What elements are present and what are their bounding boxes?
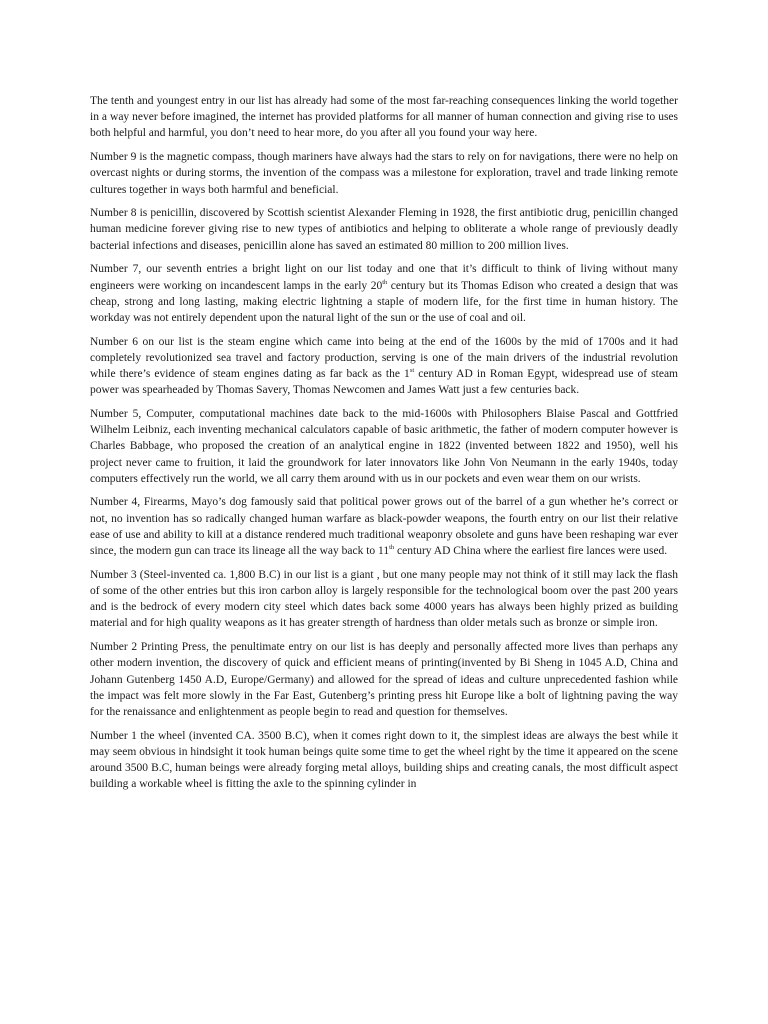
paragraph-text: Number 7, our seventh entries a bright light on our list today and one that it’s difficult to think of living without many engineers were working on incandescent lamps in the early 20	[90, 263, 678, 292]
paragraph-text: The tenth and youngest entry in our list has already had some of the most far-reaching consequences linking the world together in a way never before imagined, the internet has provided platforms for all manner of human connection and giving rise to uses both helpful and harmful, you don’t need to hear more, do you after all you found your way here.	[90, 95, 678, 140]
paragraph	[90, 494, 678, 559]
paragraph-text: Number 1 the wheel (invented CA. 3500 B.C), when it comes right down to it, the simplest ideas are always the best while it may seem obvious in hindsight it took human beings quite some time to get the wheel right by the time it appeared on the scene around 3500 B.C, human beings were already forging metal alloys, building ships and creating canals, the most difficult aspect building a workable wheel is fitting the axle to the spinning cylinder in	[90, 729, 678, 791]
paragraph-text: century AD in Roman Egypt, widespread use of steam power was spearheaded by Thomas Savery, Thomas Newcomen and James Watt just a few centuries back.	[90, 368, 678, 397]
paragraph-text: Number 9 is the magnetic compass, though mariners have always had the stars to rely on for navigations, there were no help on overcast nights or during storms, the invention of the compass was a milestone for exploration, travel and trade linking remote cultures together in ways both harmful and beneficial.	[90, 151, 678, 196]
ordinal-superscript: th	[382, 278, 388, 286]
paragraph	[90, 93, 678, 142]
paragraph	[90, 261, 678, 326]
paragraph	[90, 334, 678, 399]
paragraph-text: Number 6 on our list is the steam engine which came into being at the end of the 1600s by the mid of 1700s and it had completely revolutionized sea travel and factory production, serving is one of the main drivers of the industrial revolution while there’s evidence of steam engines dating as far back as the 1	[90, 335, 678, 381]
paragraph	[90, 567, 678, 632]
ordinal-superscript: th	[389, 544, 395, 552]
paragraph-text: Number 8 is penicillin, discovered by Scottish scientist Alexander Fleming in 1928, the first antibiotic drug, penicillin changed human medicine forever giving rise to new types of antibiotics and helping to obliterate a whole range of previously deadly bacterial infections and diseases, penicillin alone has saved an estimated 80 million to 200 million lives.	[90, 207, 678, 252]
paragraph-text: Number 2 Printing Press, the penultimate entry on our list is has deeply and personally affected more lives than perhaps any other modern invention, the discovery of quick and efficient means of printing(invented by Bi Sheng in 1045 A.D, China and Johann Gutenberg 1450 A.D, Europe/Germany) and allowed for the spread of ideas and culture unprecedented fashion while the impact was felt more slowly in the Far East, Gutenberg’s printing press hit Europe like a bolt of lightning paving the way for the renaissance and enlightenment as people begin to read and question for themselves.	[90, 641, 678, 718]
ordinal-superscript: st	[409, 367, 415, 375]
paragraph-text: century AD China where the earliest fire lances were used.	[394, 545, 668, 558]
paragraph-text: Number 3 (Steel-invented ca. 1,800 B.C) in our list is a giant , but one many people may not think of it still may lack the flash of some of the other entries but this iron carbon alloy is largely responsible for the technological boom over the past 200 years and is the bedrock of every modern city steel which dates back some 4000 years has always been highly prized as building material and for high quality weapons as it has greater strength of hardness than older metals such as bronze or simple iron.	[90, 568, 678, 630]
paragraph	[90, 728, 678, 793]
document-body	[90, 93, 678, 800]
paragraph-text: Number 4, Firearms, Mayo’s dog famously said that political power grows out of the barrel of a gun whether he’s correct or not, no invention has so radically changed human warfare as black-powder weapons, the fourth entry on our list their relative ease of use and ability to kill at a distance rendered much traditional weaponry obsolete and guns have been reshaping war ever since, the modern gun can trace its lineage all the way back to 11	[90, 496, 678, 558]
paragraph-text: Number 5, Computer, computational machines date back to the mid-1600s with Philosophers Blaise Pascal and Gottfried Wilhelm Leibniz, each inventing mechanical calculators capable of basic arithmetic, the father of modern computer however is Charles Babbage, who proposed the creation of an analytical engine in 1822 (invented between 1822 and 1950), well his project never came to fruition, it laid the groundwork for later innovators like John Von Neumann in the early 1940s, today computers effectively run the world, we all carry them around with us in our pockets and even wear them on our wrists.	[90, 407, 678, 485]
paragraph	[90, 149, 678, 198]
paragraph	[90, 205, 678, 254]
paragraph	[90, 639, 678, 720]
paragraph	[90, 406, 678, 487]
paragraph-text: century but its Thomas Edison who created a design that was cheap, strong and long lasting, making electric lightning a staple of modern life, for the first time in human history. The workday was not entirely dependent upon the natural light of the sun or the use of coal and oil.	[90, 279, 678, 324]
